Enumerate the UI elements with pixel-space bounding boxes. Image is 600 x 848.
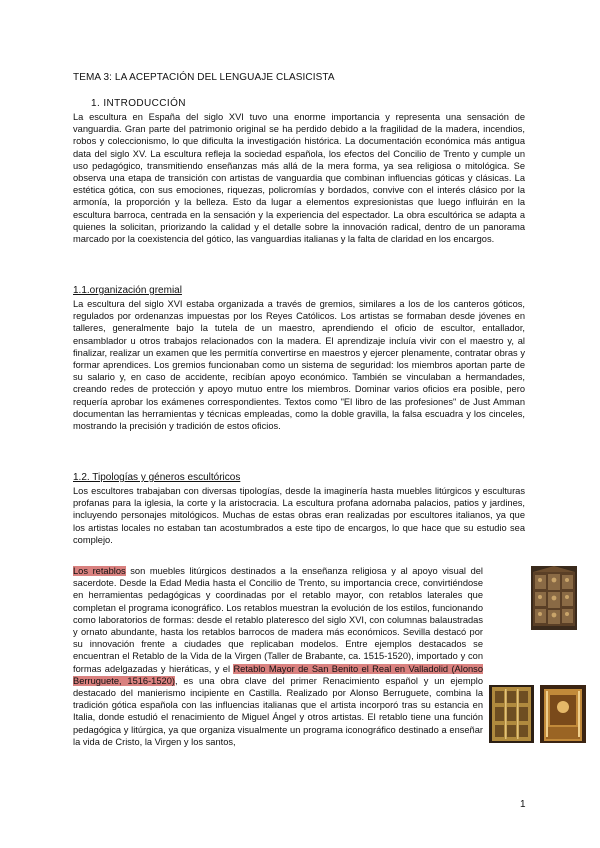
intro-paragraph: La escultura en España del siglo XVI tuvo una enorme importancia y representa una sensación de vanguardia. Gran parte del patrimonio original se ha perdido debido a la fragilidad de la madera, incendios, robos y coleccionismo, lo que dificulta la investigación histórica. La documentación económica más antigua data del siglo XV. La escultura refleja la sociedad española, los efectos del Concilio de Trento y cumple un uso pedagógico, transmitiendo enseñanzas más allá de la mera forma, ya sea religiosa o mitológica. Se observa una etapa de transición con artistas de vanguardia que combinan influencias góticas y clásicas. La estética gótica, con sus emociones, riquezas, policromías y bordados, convive con el interés clásico por la armonía, la proporción y la belleza. Esto da lugar a elementos expresionistas que luego influirán en la escultura barroca, centrada en la sensación y la experiencia del espectador. La obra escultórica se adapta a quienes la solicitan, priorizando la calidad y el detalle sobre la innovación radical, dentro de un panorama marcado por la coexistencia del gótico, las vanguardias italianas y la falta de claridad en los encargos. xyxy=(73,112,525,245)
section-heading-tipologias: 1.2. Tipologías y géneros escultóricos xyxy=(73,472,241,483)
page-number: 1 xyxy=(520,799,526,810)
retablos-text-1: son muebles litúrgicos destinados a la enseñanza religiosa y al apoyo visual del sacerdote. Desde la Edad Media hasta el Concilio de Trento, su importancia crece, convirtiéndose en herramientas pedagógicas y coordinadas por el retablo mayor, con retablos laterales que completan el programa iconográfico. Los retablos muestran la evolución de los estilos, funcionando como laboratorios de formas: desde el retablo plateresco del siglo XVI, con columnas balaustradas y ornato abundante, hasta los retablos barrocos de madera más económicos. Sevilla destacó por su innovación frente a ciudades que replicaban modelos. Entre ejemplos destacados se encuentran el Retablo de la Vida de la Virgen (Taller de Brabante, ca. 1515-1520), importado y con formas adelgazadas y hieráticas, y el xyxy=(73,566,483,674)
section-heading-gremial: 1.1.organización gremial xyxy=(73,285,182,296)
highlight-retablo-mayor: Retablo Mayor de San Benito el Real en Valladolid (Alonso Berruguete, 1516-1520) xyxy=(73,663,483,686)
highlight-retablos: Los retablos xyxy=(73,566,126,576)
altarpiece-image-san-benito-2 xyxy=(540,685,586,743)
document-title: TEMA 3: LA ACEPTACIÓN DEL LENGUAJE CLASICISTA xyxy=(73,72,335,83)
altarpiece-image-san-benito-1 xyxy=(489,685,534,743)
tipologias-paragraph: Los escultores trabajaban con diversas tipologías, desde la imaginería hasta muebles litúrgicos y esculturas profanas para la iglesia, la corte y la aristocracia. La escultura profana adornaba palacios, patios y jardines, incluyendo personajes mitológicos. Muchas de estas obras eran realizadas por escultores italianos, ya que los artistas locales no estaban tan acostumbrados a este tipo de encargos, lo que hace que su estudio sea complejo. xyxy=(73,486,525,545)
retablos-paragraph xyxy=(73,565,483,748)
gremial-paragraph: La escultura del siglo XVI estaba organizada a través de gremios, similares a los de los canteros góticos, regulados por ordenanzas impuestas por los Reyes Católicos. Los artistas se formaban desde jóvenes en talleres, generalmente bajo la tutela de un maestro, aprendiendo el oficio de escultor, entallador, ensamblador u otros trabajos relacionados con la madera. El aprendizaje incluía vivir con el maestro y, al finalizar, realizar un examen que les permitía convertirse en maestros y ejercer plenamente, contratar obras y formar aprendices. Los gremios funcionaban como un sistema de seguridad: los miembros aportan parte de su salario y, en caso de accidente, recibían apoyo económico. También se vinculaban a hermandades, creando redes de protección y apoyo mutuo entre los miembros. Dominar varios oficios era posible, pero requería aprobar los exámenes correspondientes. Textos como "El libro de las profesiones" de Just Amman documentan las herramientas y técnicas empleadas, como la doble gravilla, la falsa escuadra y los cinceles, mostrando la precisión y tradición de estos oficios. xyxy=(73,299,525,432)
altarpiece-image-vida-virgen xyxy=(531,566,577,630)
section-heading-introduccion: 1. INTRODUCCIÓN xyxy=(91,98,186,109)
retablos-text-2: , es una obra clave del primer Renacimiento español y un ejemplo destacado del manierismo incipiente en Castilla. Realizado por Alonso Berruguete, combina la tradición gótica española con las influencias italianas que el artista incorporó tras su estancia en Italia, donde estudió el renacimiento de Miguel Ángel y otros artistas. El retablo tiene una función pedagógica y litúrgica, ya que organiza visualmente un programa iconográfico destinado a enseñar la vida de Cristo, la Virgen y los santos, xyxy=(73,675,483,747)
